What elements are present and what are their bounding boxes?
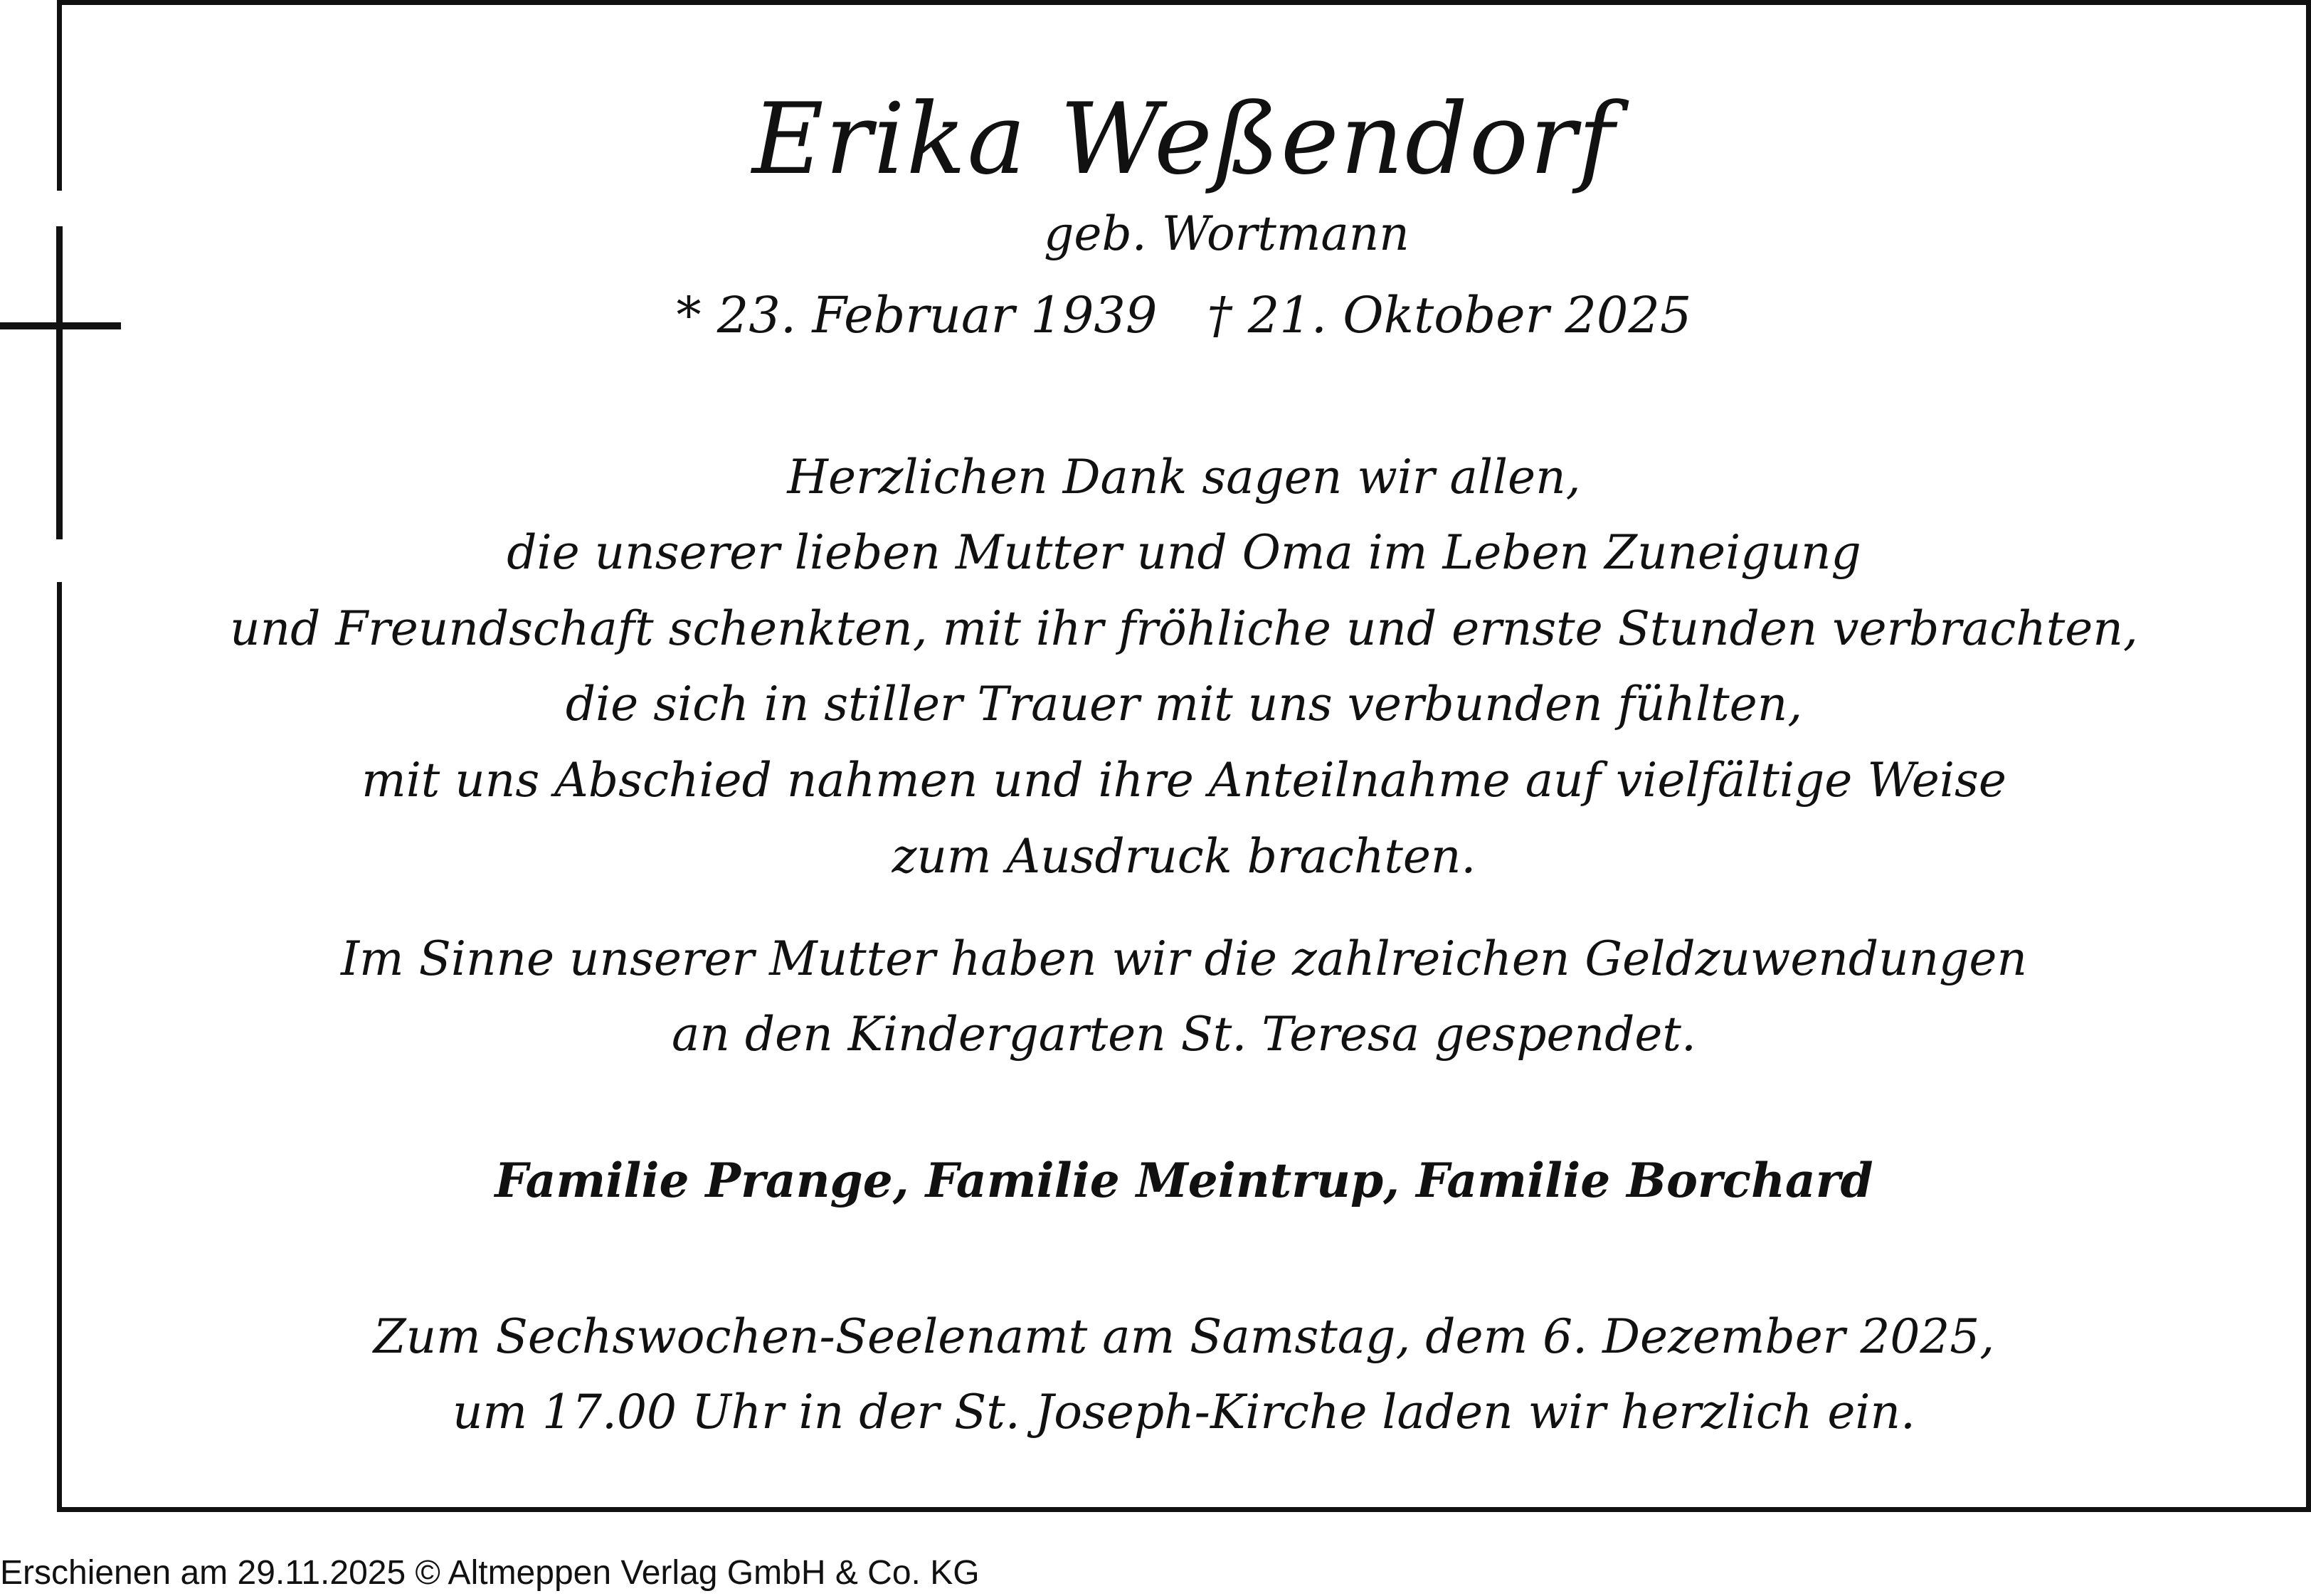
frame-border-left-upper xyxy=(57,0,62,191)
frame-border-top xyxy=(57,0,2311,5)
donation-line: Im Sinne unserer Mutter haben wir die zahlreichen Geldzuwendungen xyxy=(340,931,2027,986)
birth-name: geb. Wortmann xyxy=(1044,206,1410,261)
thanks-line: Herzlichen Dank sagen wir allen, xyxy=(787,450,1581,504)
mass-line: Zum Sechswochen-Seelenamt am Samstag, dem 6. Dezember 2025, xyxy=(373,1309,1995,1364)
donation-line: an den Kindergarten St. Teresa gespendet. xyxy=(672,1007,1696,1062)
family-signature: Familie Prange, Familie Meintrup, Familie Borchard xyxy=(495,1153,1873,1208)
death-date: † 21. Oktober 2025 xyxy=(1207,286,1692,344)
thanks-line: die unserer lieben Mutter und Oma im Leben Zuneigung xyxy=(507,525,1861,580)
publication-footer: Erschienen am 29.11.2025 © Altmeppen Verlag GmbH & Co. KG xyxy=(0,1554,980,1592)
thanks-line: zum Ausdruck brachten. xyxy=(892,829,1476,884)
thanks-line: mit uns Abschied nahmen und ihre Anteilnahme auf vielfältige Weise xyxy=(361,753,2006,808)
thanks-line: und Freundschaft schenkten, mit ihr fröhliche und ernste Stunden verbrachten, xyxy=(230,601,2138,656)
mass-line: um 17.00 Uhr in der St. Joseph-Kirche laden wir herzlich ein. xyxy=(452,1385,1916,1439)
birth-date: * 23. Februar 1939 xyxy=(676,286,1158,344)
life-dates xyxy=(62,286,2306,344)
thanks-line: die sich in stiller Trauer mit uns verbunden fühlten, xyxy=(565,677,1803,731)
frame-border-left-lower xyxy=(57,582,62,1512)
frame-border-bottom xyxy=(57,1507,2311,1512)
deceased-name: Erika Weßendorf xyxy=(751,82,1617,196)
